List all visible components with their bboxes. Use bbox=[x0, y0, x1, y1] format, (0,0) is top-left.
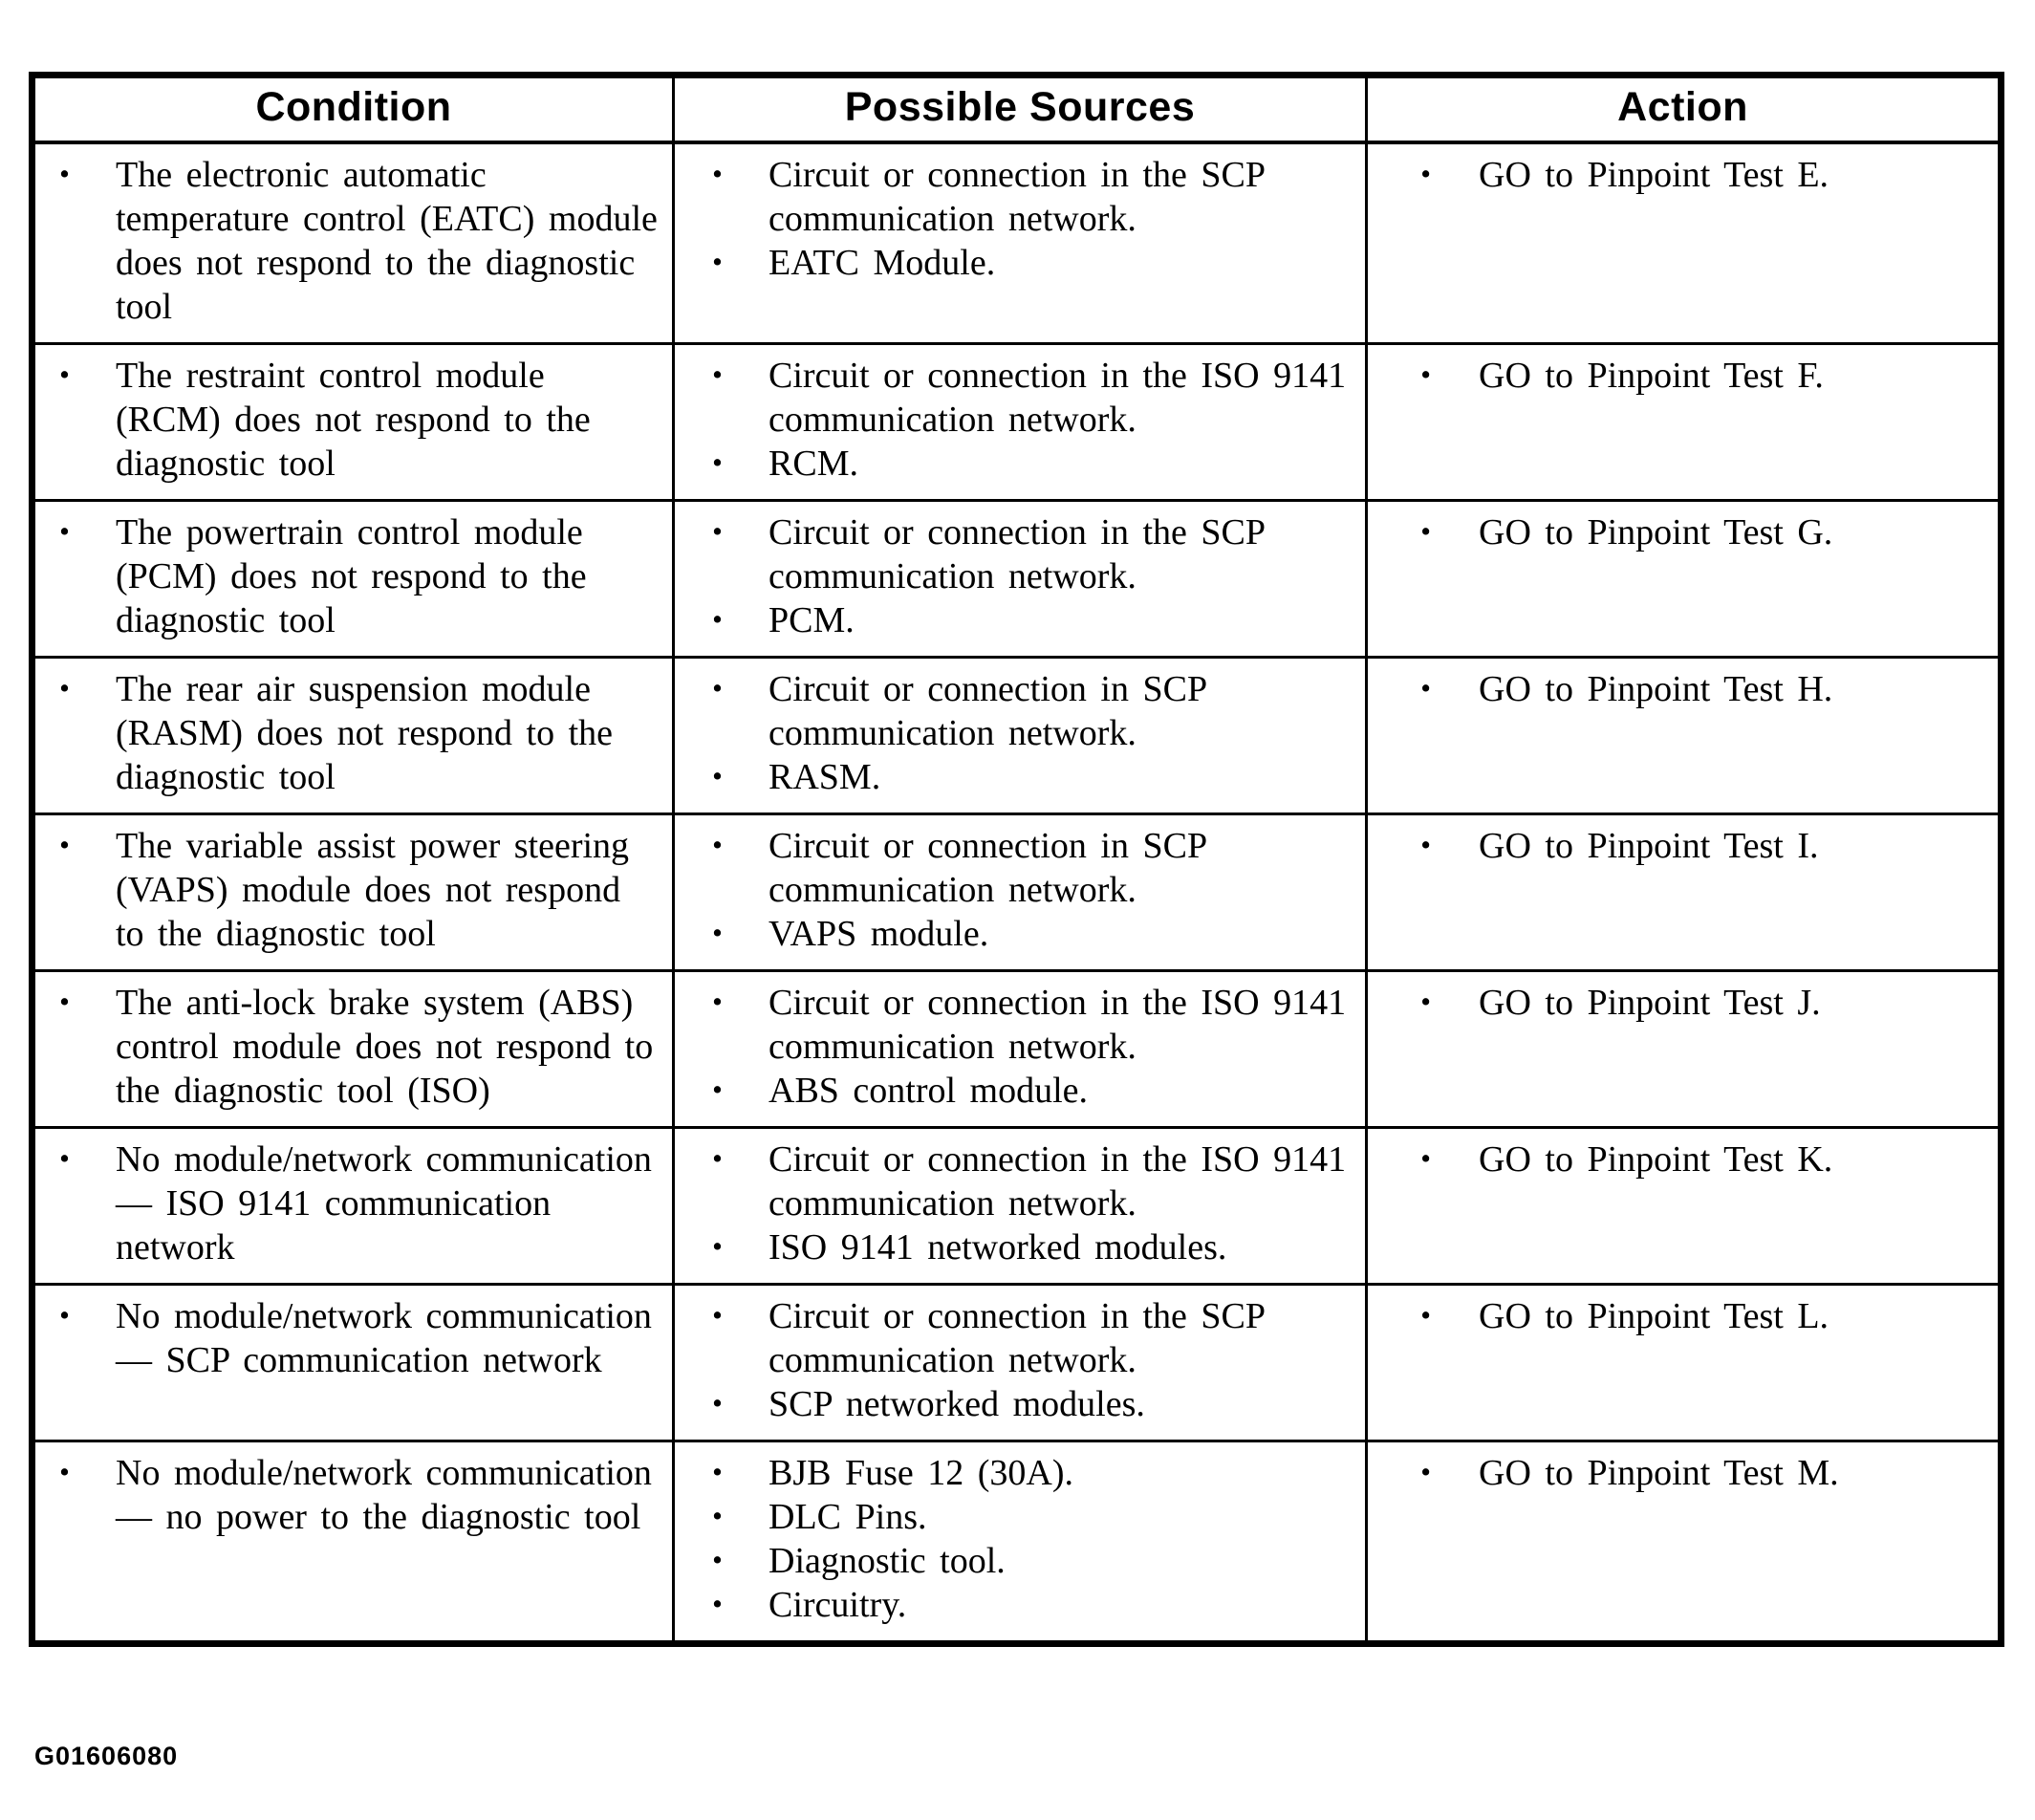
bullet-icon: • bbox=[712, 760, 723, 793]
action-text: GO to Pinpoint Test E. bbox=[1479, 155, 1829, 195]
column-header-action: Action bbox=[1367, 76, 2002, 143]
condition-cell bbox=[32, 1441, 674, 1644]
source-text: VAPS module. bbox=[769, 914, 989, 954]
source-item bbox=[675, 667, 1352, 755]
action-text: GO to Pinpoint Test I. bbox=[1479, 826, 1819, 866]
table-row bbox=[32, 658, 2002, 814]
table-row bbox=[32, 1285, 2002, 1441]
bullet-icon: • bbox=[712, 158, 723, 191]
source-item bbox=[675, 354, 1352, 442]
source-text: RCM. bbox=[769, 444, 858, 484]
bullet-icon: • bbox=[59, 158, 70, 191]
source-item bbox=[675, 1495, 1352, 1539]
table-row bbox=[32, 1441, 2002, 1644]
bullet-icon: • bbox=[59, 1456, 70, 1489]
source-item bbox=[675, 1225, 1352, 1269]
source-text: SCP networked modules. bbox=[769, 1384, 1145, 1424]
action-cell bbox=[1367, 501, 2002, 658]
table-row bbox=[32, 971, 2002, 1128]
sources-cell bbox=[674, 971, 1367, 1128]
source-text: Circuit or connection in SCP communication network. bbox=[769, 826, 1206, 910]
source-text: Circuit or connection in the ISO 9141 communication network. bbox=[769, 983, 1347, 1067]
bullet-icon: • bbox=[59, 1299, 70, 1332]
source-item bbox=[675, 1583, 1352, 1627]
bullet-icon: • bbox=[1420, 829, 1431, 862]
bullet-icon: • bbox=[1420, 1456, 1431, 1489]
source-text: BJB Fuse 12 (30A). bbox=[769, 1453, 1074, 1493]
condition-cell bbox=[32, 1128, 674, 1285]
bullet-icon: • bbox=[712, 246, 723, 279]
condition-cell bbox=[32, 1285, 674, 1441]
bullet-icon: • bbox=[712, 1230, 723, 1264]
condition-text: The electronic automatic temperature control (EATC) module does not respond to the diagnostic tool bbox=[116, 155, 658, 327]
condition-text: No module/network communication — no power to the diagnostic tool bbox=[116, 1453, 652, 1537]
bullet-icon: • bbox=[59, 986, 70, 1019]
source-text: Circuit or connection in SCP communication network. bbox=[769, 669, 1206, 753]
action-cell bbox=[1367, 344, 2002, 501]
source-text: DLC Pins. bbox=[769, 1497, 927, 1537]
condition-item bbox=[35, 1138, 659, 1269]
source-text: Circuit or connection in the ISO 9141 communication network. bbox=[769, 356, 1347, 440]
condition-text: The anti-lock brake system (ABS) control module does not respond to the diagnostic tool (ISO) bbox=[116, 983, 654, 1111]
action-cell bbox=[1367, 1128, 2002, 1285]
bullet-icon: • bbox=[712, 917, 723, 950]
condition-item bbox=[35, 354, 659, 486]
bullet-icon: • bbox=[712, 672, 723, 705]
action-item bbox=[1368, 510, 1984, 554]
condition-item bbox=[35, 1451, 659, 1539]
bullet-icon: • bbox=[712, 1544, 723, 1577]
bullet-icon: • bbox=[712, 1387, 723, 1420]
action-text: GO to Pinpoint Test H. bbox=[1479, 669, 1833, 709]
sources-cell bbox=[674, 814, 1367, 971]
sources-cell bbox=[674, 344, 1367, 501]
action-item bbox=[1368, 981, 1984, 1025]
bullet-icon: • bbox=[712, 1500, 723, 1533]
condition-cell bbox=[32, 501, 674, 658]
condition-cell bbox=[32, 658, 674, 814]
action-item bbox=[1368, 153, 1984, 197]
source-item bbox=[675, 912, 1352, 956]
column-header-possible-sources: Possible Sources bbox=[674, 76, 1367, 143]
condition-cell bbox=[32, 814, 674, 971]
action-text: GO to Pinpoint Test L. bbox=[1479, 1296, 1829, 1336]
source-item bbox=[675, 241, 1352, 285]
bullet-icon: • bbox=[59, 1142, 70, 1176]
sources-cell bbox=[674, 142, 1367, 344]
bullet-icon: • bbox=[712, 358, 723, 392]
source-item bbox=[675, 981, 1352, 1069]
bullet-icon: • bbox=[712, 1142, 723, 1176]
source-text: ABS control module. bbox=[769, 1071, 1089, 1111]
bullet-icon: • bbox=[1420, 515, 1431, 549]
condition-text: The restraint control module (RCM) does not respond to the diagnostic tool bbox=[116, 356, 591, 484]
action-item bbox=[1368, 1451, 1984, 1495]
source-item bbox=[675, 1069, 1352, 1113]
action-item bbox=[1368, 1138, 1984, 1181]
action-cell bbox=[1367, 1441, 2002, 1644]
action-cell bbox=[1367, 814, 2002, 971]
action-text: GO to Pinpoint Test G. bbox=[1479, 512, 1833, 552]
condition-item bbox=[35, 981, 659, 1113]
bullet-icon: • bbox=[59, 515, 70, 549]
source-text: Circuit or connection in the SCP communication network. bbox=[769, 155, 1265, 239]
bullet-icon: • bbox=[712, 986, 723, 1019]
source-text: ISO 9141 networked modules. bbox=[769, 1227, 1227, 1268]
bullet-icon: • bbox=[712, 1073, 723, 1107]
source-item bbox=[675, 1539, 1352, 1583]
source-item bbox=[675, 824, 1352, 912]
source-item bbox=[675, 1138, 1352, 1225]
bullet-icon: • bbox=[1420, 158, 1431, 191]
condition-cell bbox=[32, 142, 674, 344]
condition-text: No module/network communication — SCP communication network bbox=[116, 1296, 652, 1380]
condition-cell bbox=[32, 344, 674, 501]
action-cell bbox=[1367, 658, 2002, 814]
condition-cell bbox=[32, 971, 674, 1128]
bullet-icon: • bbox=[712, 1299, 723, 1332]
source-text: Circuit or connection in the ISO 9141 communication network. bbox=[769, 1139, 1347, 1224]
source-text: Circuitry. bbox=[769, 1585, 907, 1625]
table-row bbox=[32, 344, 2002, 501]
source-item bbox=[675, 1294, 1352, 1382]
bullet-icon: • bbox=[712, 1588, 723, 1621]
condition-item bbox=[35, 510, 659, 642]
column-header-condition: Condition bbox=[32, 76, 674, 143]
figure-code: G01606080 bbox=[34, 1742, 179, 1770]
action-item bbox=[1368, 824, 1984, 868]
source-item bbox=[675, 598, 1352, 642]
sources-cell bbox=[674, 501, 1367, 658]
action-item bbox=[1368, 354, 1984, 398]
bullet-icon: • bbox=[1420, 986, 1431, 1019]
condition-text: The variable assist power steering (VAPS) module does not respond to the diagnostic tool bbox=[116, 826, 630, 954]
condition-item bbox=[35, 1294, 659, 1382]
source-item bbox=[675, 510, 1352, 598]
bullet-icon: • bbox=[712, 829, 723, 862]
action-text: GO to Pinpoint Test F. bbox=[1479, 356, 1824, 396]
condition-text: The rear air suspension module (RASM) does not respond to the diagnostic tool bbox=[116, 669, 614, 797]
bullet-icon: • bbox=[1420, 358, 1431, 392]
table-row bbox=[32, 814, 2002, 971]
action-text: GO to Pinpoint Test K. bbox=[1479, 1139, 1833, 1180]
bullet-icon: • bbox=[1420, 1142, 1431, 1176]
source-text: PCM. bbox=[769, 600, 855, 640]
condition-item bbox=[35, 153, 659, 329]
bullet-icon: • bbox=[1420, 1299, 1431, 1332]
condition-text: No module/network communication — ISO 9141 communication network bbox=[116, 1139, 652, 1268]
bullet-icon: • bbox=[712, 515, 723, 549]
action-cell bbox=[1367, 1285, 2002, 1441]
bullet-icon: • bbox=[59, 829, 70, 862]
action-item bbox=[1368, 667, 1984, 711]
source-item bbox=[675, 1451, 1352, 1495]
diagnostic-table bbox=[29, 72, 2004, 1647]
action-item bbox=[1368, 1294, 1984, 1338]
sources-cell bbox=[674, 1441, 1367, 1644]
source-text: Circuit or connection in the SCP communication network. bbox=[769, 1296, 1265, 1380]
source-text: Circuit or connection in the SCP communication network. bbox=[769, 512, 1265, 596]
table-row bbox=[32, 142, 2002, 344]
source-item bbox=[675, 442, 1352, 486]
source-text: Diagnostic tool. bbox=[769, 1541, 1006, 1581]
bullet-icon: • bbox=[712, 603, 723, 637]
condition-text: The powertrain control module (PCM) does not respond to the diagnostic tool bbox=[116, 512, 587, 640]
header-row bbox=[32, 76, 2002, 143]
sources-cell bbox=[674, 1285, 1367, 1441]
source-item bbox=[675, 1382, 1352, 1426]
source-item bbox=[675, 755, 1352, 799]
bullet-icon: • bbox=[59, 358, 70, 392]
sources-cell bbox=[674, 1128, 1367, 1285]
action-cell bbox=[1367, 971, 2002, 1128]
action-text: GO to Pinpoint Test M. bbox=[1479, 1453, 1839, 1493]
bullet-icon: • bbox=[1420, 672, 1431, 705]
bullet-icon: • bbox=[712, 446, 723, 480]
condition-item bbox=[35, 824, 659, 956]
action-cell bbox=[1367, 142, 2002, 344]
source-text: EATC Module. bbox=[769, 243, 996, 283]
condition-item bbox=[35, 667, 659, 799]
sources-cell bbox=[674, 658, 1367, 814]
bullet-icon: • bbox=[712, 1456, 723, 1489]
action-text: GO to Pinpoint Test J. bbox=[1479, 983, 1821, 1023]
table-row bbox=[32, 501, 2002, 658]
table-row bbox=[32, 1128, 2002, 1285]
source-text: RASM. bbox=[769, 757, 881, 797]
bullet-icon: • bbox=[59, 672, 70, 705]
source-item bbox=[675, 153, 1352, 241]
